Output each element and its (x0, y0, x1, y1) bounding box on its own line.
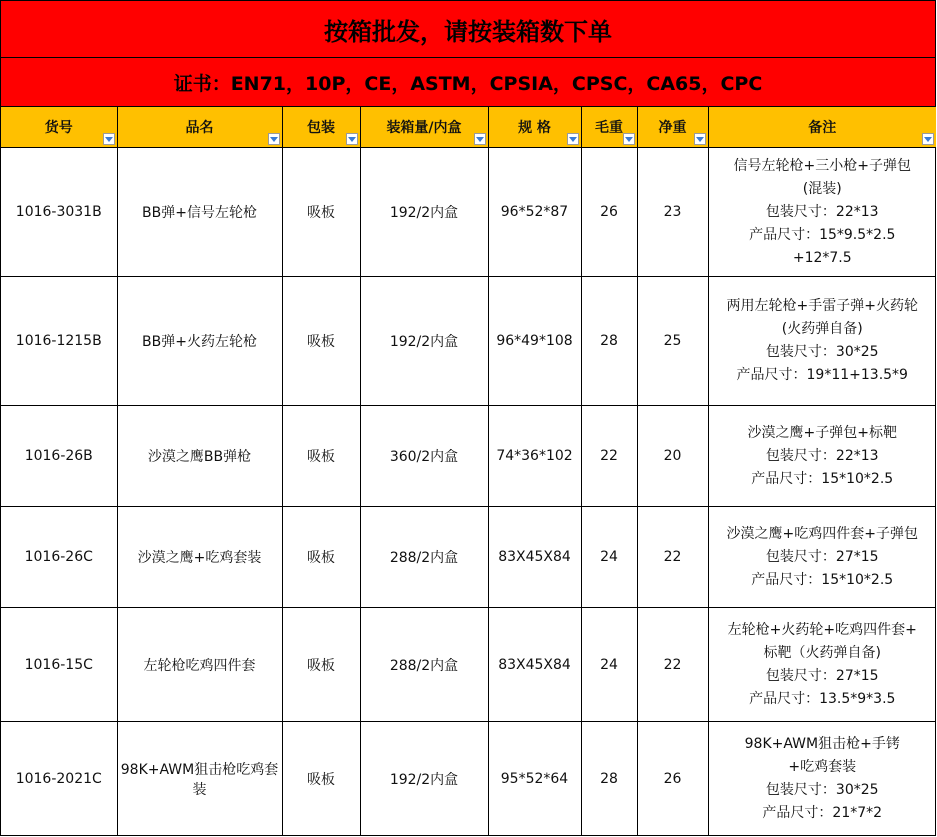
cell-spec[interactable]: 96*49*108 (488, 277, 581, 406)
cell-sku[interactable]: 1016-15C (1, 608, 117, 722)
cell-gross[interactable]: 28 (581, 722, 637, 836)
remark-line: 98K+AWM狙击枪+手铐 (744, 735, 900, 752)
column-header-remarks (708, 107, 936, 148)
cell-name[interactable]: 沙漠之鹰+吃鸡套装 (117, 507, 282, 608)
cell-net[interactable]: 26 (637, 722, 708, 836)
cell-remarks[interactable] (708, 608, 936, 722)
cell-gross[interactable]: 28 (581, 277, 637, 406)
cell-gross[interactable]: 24 (581, 507, 637, 608)
cell-name[interactable]: BB弹+信号左轮枪 (117, 148, 282, 277)
table-row (1, 148, 936, 277)
remark-line: 产品尺寸：15*9.5*2.5 (749, 226, 896, 243)
filter-dropdown-icon[interactable] (474, 133, 486, 145)
table-row (1, 608, 936, 722)
column-header-qty (360, 107, 488, 148)
cell-qty[interactable]: 288/2内盒 (360, 507, 488, 608)
column-header-spec (488, 107, 581, 148)
cell-sku[interactable]: 1016-26B (1, 406, 117, 507)
remark-line: (混装) (802, 180, 842, 197)
remark-line: 沙漠之鹰+子弹包+标靶 (747, 424, 897, 441)
cell-gross[interactable]: 22 (581, 406, 637, 507)
cell-net[interactable]: 22 (637, 507, 708, 608)
column-header-label: 规 格 (518, 120, 551, 136)
remark-line: 包装尺寸：22*13 (765, 447, 879, 464)
remark-line: +吃鸡套装 (788, 758, 857, 775)
remark-line: 产品尺寸：19*11+13.5*9 (736, 367, 908, 383)
remark-line: 左轮枪+火药轮+吃鸡四件套+ (727, 621, 917, 638)
cell-name[interactable]: 98K+AWM狙击枪吃鸡套装 (117, 722, 282, 836)
column-header-name (117, 107, 282, 148)
certificates-banner: 证书：EN71，10P，CE，ASTM，CPSIA，CPSC，CA65，CPC (1, 58, 935, 107)
column-header-label: 货号 (44, 120, 73, 136)
cell-remarks[interactable] (708, 507, 936, 608)
filter-dropdown-icon[interactable] (567, 133, 579, 145)
filter-dropdown-icon[interactable] (103, 133, 115, 145)
remark-line: 产品尺寸：13.5*9*3.5 (749, 690, 896, 707)
cell-spec[interactable]: 83X45X84 (488, 608, 581, 722)
cell-sku[interactable]: 1016-1215B (1, 277, 117, 406)
cell-net[interactable]: 25 (637, 277, 708, 406)
remark-line: (火药弹自备) (781, 321, 863, 337)
sheet-title: 按箱批发，请按装箱数下单 (1, 1, 935, 58)
cell-name[interactable]: BB弹+火药左轮枪 (117, 277, 282, 406)
cell-packing[interactable]: 吸板 (282, 406, 360, 507)
product-table (1, 107, 936, 836)
table-row (1, 406, 936, 507)
filter-dropdown-icon[interactable] (694, 133, 706, 145)
remark-line: 包装尺寸：22*13 (765, 203, 879, 220)
table-row (1, 277, 936, 406)
column-header-label: 毛重 (595, 120, 623, 136)
cell-sku[interactable]: 1016-2021C (1, 722, 117, 836)
cell-net[interactable]: 23 (637, 148, 708, 277)
remark-line: 包装尺寸：27*15 (765, 548, 879, 565)
filter-dropdown-icon[interactable] (623, 133, 635, 145)
cell-qty[interactable]: 360/2内盒 (360, 406, 488, 507)
cell-name[interactable]: 沙漠之鹰BB弹枪 (117, 406, 282, 507)
cell-spec[interactable]: 74*36*102 (488, 406, 581, 507)
cell-packing[interactable]: 吸板 (282, 277, 360, 406)
header-row (1, 107, 936, 148)
cell-remarks[interactable] (708, 406, 936, 507)
cell-packing[interactable]: 吸板 (282, 148, 360, 277)
cell-sku[interactable]: 1016-3031B (1, 148, 117, 277)
cell-spec[interactable]: 96*52*87 (488, 148, 581, 277)
cell-remarks[interactable] (708, 148, 936, 277)
remark-line: 产品尺寸：15*10*2.5 (751, 470, 894, 487)
remark-line: 包装尺寸：30*25 (765, 781, 879, 798)
cell-packing[interactable]: 吸板 (282, 507, 360, 608)
cell-packing[interactable]: 吸板 (282, 722, 360, 836)
cell-qty[interactable]: 192/2内盒 (360, 722, 488, 836)
filter-dropdown-icon[interactable] (268, 133, 280, 145)
cell-gross[interactable]: 26 (581, 148, 637, 277)
column-header-label: 装箱量/内盒 (386, 120, 462, 136)
remark-line: 信号左轮枪+三小枪+子弹包 (733, 157, 911, 174)
column-header-packing (282, 107, 360, 148)
column-header-net (637, 107, 708, 148)
column-header-gross (581, 107, 637, 148)
column-header-sku (1, 107, 117, 148)
column-header-label: 净重 (658, 120, 687, 136)
remark-line: 两用左轮枪+手雷子弹+火药轮 (726, 298, 918, 314)
cell-spec[interactable]: 83X45X84 (488, 507, 581, 608)
cell-spec[interactable]: 95*52*64 (488, 722, 581, 836)
table-row (1, 507, 936, 608)
cell-qty[interactable]: 192/2内盒 (360, 277, 488, 406)
filter-dropdown-icon[interactable] (922, 133, 934, 145)
cell-remarks[interactable] (708, 722, 936, 836)
cell-net[interactable]: 20 (637, 406, 708, 507)
cell-qty[interactable]: 192/2内盒 (360, 148, 488, 277)
remark-line: 产品尺寸：21*7*2 (762, 804, 883, 821)
remark-line: 产品尺寸：15*10*2.5 (751, 571, 894, 588)
remark-line: +12*7.5 (792, 249, 852, 266)
remark-line: 标靶（火药弹自备) (763, 644, 881, 661)
cell-net[interactable]: 22 (637, 608, 708, 722)
column-header-label: 包装 (307, 120, 335, 136)
remark-line: 沙漠之鹰+吃鸡四件套+子弹包 (726, 525, 918, 542)
cell-sku[interactable]: 1016-26C (1, 507, 117, 608)
filter-dropdown-icon[interactable] (346, 133, 358, 145)
column-header-label: 备注 (808, 120, 837, 136)
column-header-label: 品名 (185, 120, 214, 136)
cell-name[interactable]: 左轮枪吃鸡四件套 (117, 608, 282, 722)
cell-packing[interactable]: 吸板 (282, 608, 360, 722)
cell-qty[interactable]: 288/2内盒 (360, 608, 488, 722)
cell-remarks[interactable] (708, 277, 936, 406)
remark-line: 包装尺寸：30*25 (765, 344, 879, 360)
table-row (1, 722, 936, 836)
remark-line: 包装尺寸：27*15 (765, 667, 879, 684)
cell-gross[interactable]: 24 (581, 608, 637, 722)
table-body (1, 148, 936, 836)
